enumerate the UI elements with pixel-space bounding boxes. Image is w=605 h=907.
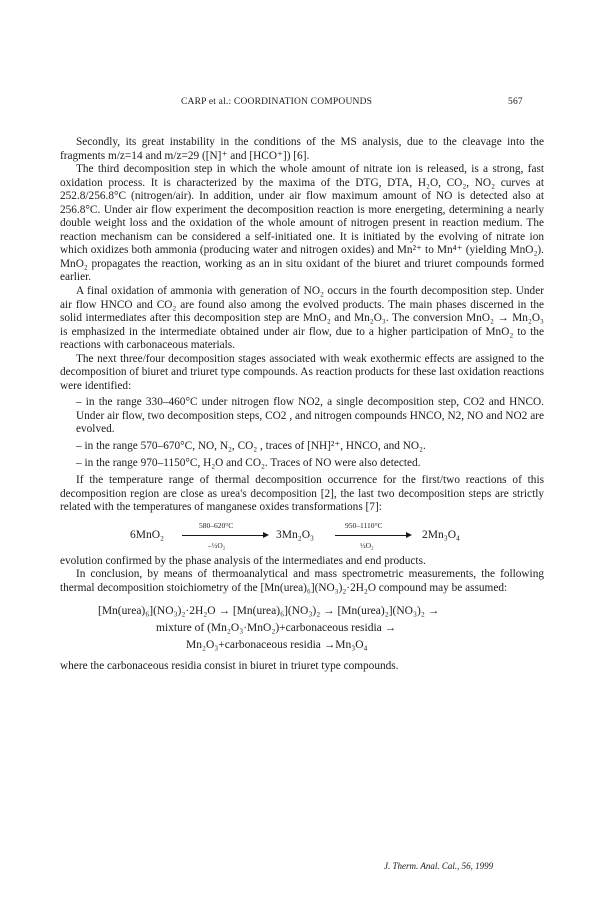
paragraph-instability: Secondly, its great instability in the conditions of the MS analysis, due to the cleavage into the fragments m/z=14 and m/z=29 ([N]⁺ and [HCO⁺]) [6]. [60,136,544,162]
page-number: 567 [508,97,523,107]
paragraph-temperature-range: If the temperature range of thermal decomposition occurrence for the first/two reactions of this decomposition region are close as urea's decomposition [2], the last two decomposition steps are strictly related with the temperatures of manganese oxides transformations [7]: [60,474,544,514]
scheme-line-1: [Mn(urea)₆](NO₃)₂·2H₂O → [Mn(urea)₆](NO₃)₂ → [Mn(urea)₂](NO₃)₂ → [98,605,440,618]
eq-condition-2-bottom: ½O₂ [360,540,374,550]
running-title: CARP et al.: COORDINATION COMPOUNDS [181,97,373,107]
eq-intermediate: 3Mn₂O₃ [276,528,315,541]
paragraph-fourth-step: A final oxidation of ammonia with generation of NO₂ occurs in the fourth decomposition step. Under air flow HNCO and CO₂ are found also among the evolved products. The main phases discerned in the solid intermediates after this decomposition step are MnO₂ and Mn₂O₃. The conversion MnO₂ → Mn₂O₃ is emphasized in the intermediate obtained under air flow, due to a higher participation of MnO₂ to the reactions with carbonaceous materials. [60,285,544,352]
eq-condition-1-top: 580–620°C [199,520,234,530]
eq-condition-2-top: 950–1110°C [345,520,383,530]
page-header [0,97,605,111]
scheme-line-2: mixture of (Mn₂O₃·MnO₂)+carbonaceous residia → [156,622,397,635]
eq-reactant: 6MnO₂ [130,528,165,541]
list-item-970-1150: – in the range 970–1150°C, H₂O and CO₂. Traces of NO were also detected. [76,456,421,469]
paragraph-evolution: evolution confirmed by the phase analysis of the intermediates and end products. [60,554,426,567]
paragraph-third-step: The third decomposition step in which the whole amount of nitrate ion is released, is a strong, fast oxidation process. It is characterized by the maxima of the DTG, DTA, H₂O, CO₂, NO₂ curves at 252.8/256.8°C (nitrogen/air). In addition, under air flow maximum amount of NO is detected also at 256.8°C. Under air flow experiment the decomposition reaction is more energeting, determining a nearly double weight loss and the oxidation of the whole amount of nitrogen present in reaction medium. The reaction mechanism can be considered a self-initiated one. It is initiated by the evolving of nitrate ion which oxidizes both ammonia (producing water and nitrogen oxides) and Mn²⁺ to Mn⁴⁺ (yielding MnO₂). MnO₂ propagates the reaction, working as an in situ oxidant of the biuret and triuret compounds formed earlier. [60,163,544,284]
list-item-570-670: – in the range 570–670°C, NO, N₂, CO₂ , traces of [NH]²⁺, HNCO, and NO₂. [76,440,426,453]
journal-citation: J. Therm. Anal. Cal., 56, 1999 [384,861,494,871]
article-body [60,136,544,674]
eq-condition-1-bottom: –½O₂ [208,540,226,550]
paragraph-next-stages: The next three/four decomposition stages associated with weak exothermic effects are assigned to the decomposition of biuret and triuret type compounds. As reaction products for these last oxidation reactions were identified: [60,352,544,392]
manganese-oxide-equation [60,519,544,553]
decomposition-scheme [60,603,544,654]
paragraph-residia: where the carbonaceous residia consist in biuret in triuret type compounds. [60,660,399,673]
list-item-330-460: – in the range 330–460°C under nitrogen flow NO2, a single decomposition step, CO2 and HNCO. Under air flow, two decomposition steps, CO2 , and nitrogen compounds HNCO, N2, NO and NO2 are evolved. [76,396,544,436]
paragraph-conclusion: In conclusion, by means of thermoanalytical and mass spectrometric measurements, the following thermal decomposition stoichiometry of the [Mn(urea)₆](NO₃)₂·2H₂O compound may be assumed: [60,568,544,594]
scheme-line-3: Mn₂O₃+carbonaceous residia →Mn₃O₄ [186,639,368,652]
eq-product: 2Mn₃O₄ [422,528,461,541]
